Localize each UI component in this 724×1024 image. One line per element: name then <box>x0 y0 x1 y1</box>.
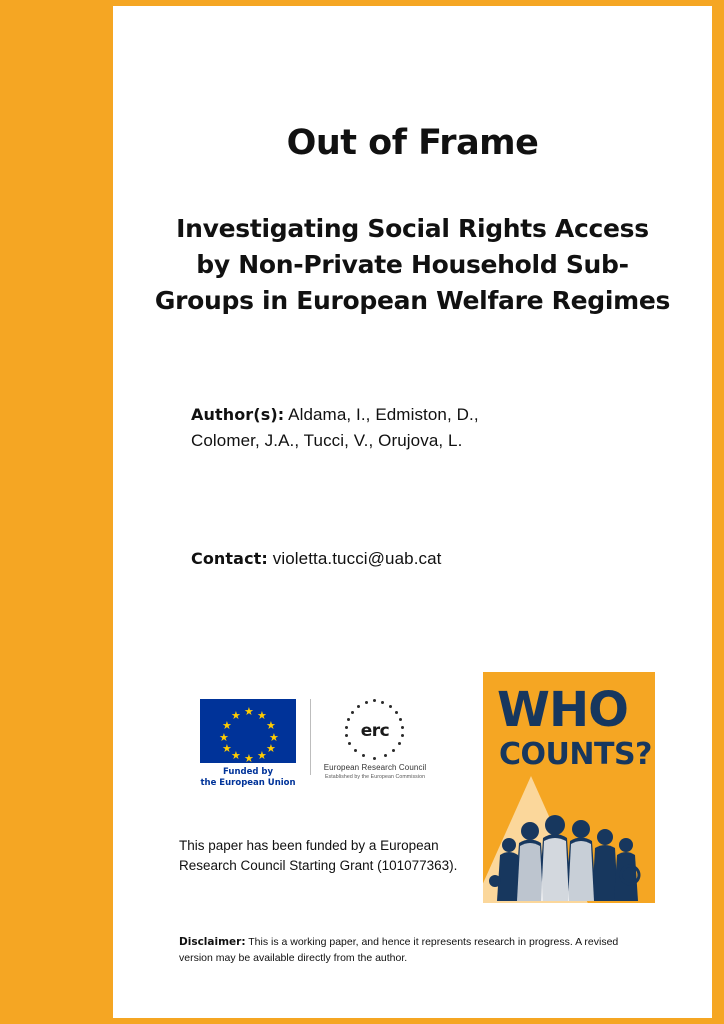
who-counts-line-1: WHO <box>497 682 628 738</box>
authors-label: Author(s): <box>191 405 285 424</box>
erc-logo <box>320 699 430 780</box>
page-title: Out of Frame <box>286 123 539 163</box>
authors-line-1 <box>191 402 661 428</box>
authors-names-1: Aldama, I., Edmiston, D., <box>284 405 479 424</box>
crowd-illustration-icon <box>483 783 655 903</box>
subtitle-line-1: Investigating Social Rights Access <box>176 213 649 243</box>
authors-line-2: Colomer, J.A., Tucci, V., Orujova, L. <box>191 431 463 451</box>
contact-label: Contact: <box>191 549 268 568</box>
erc-subcaption: Established by the European Commission <box>324 774 426 780</box>
funder-logos <box>195 699 430 789</box>
disclaimer-text: This is a working paper, and hence it represents research in progress. A revised version may be available directly from the author. <box>179 936 619 965</box>
funding-note: This paper has been funded by a European Research Council Starting Grant (101077363). <box>179 838 458 873</box>
eu-caption-line-1: Funded by <box>223 767 274 777</box>
eu-flag-icon: ★ ★ ★ ★ ★ ★ ★ ★ ★ ★ ★ ★ <box>200 699 296 763</box>
contact-block <box>191 546 661 572</box>
contact-line <box>191 546 661 572</box>
title-block <box>113 124 712 319</box>
erc-caption: European Research Council <box>323 763 427 772</box>
erc-dots-icon <box>343 699 407 761</box>
logo-divider <box>310 699 311 775</box>
erc-wordmark: erc <box>360 721 390 741</box>
eu-logo-caption <box>195 767 301 788</box>
subtitle-line-3: Groups in European Welfare Regimes <box>154 286 671 315</box>
who-counts-line-2: COUNTS? <box>499 737 652 772</box>
authors-block <box>191 402 661 455</box>
contact-email[interactable]: violetta.tucci@uab.cat <box>267 549 442 568</box>
eu-logo <box>195 699 301 788</box>
who-counts-graphic <box>483 672 655 903</box>
subtitle-line-2: by Non-Private Household Sub- <box>196 249 629 279</box>
cover-page <box>113 6 712 1018</box>
disclaimer-note <box>179 934 631 967</box>
page-subtitle <box>113 163 712 320</box>
eu-caption-line-2: the European Union <box>200 777 296 788</box>
disclaimer-label: Disclaimer: <box>179 936 246 948</box>
